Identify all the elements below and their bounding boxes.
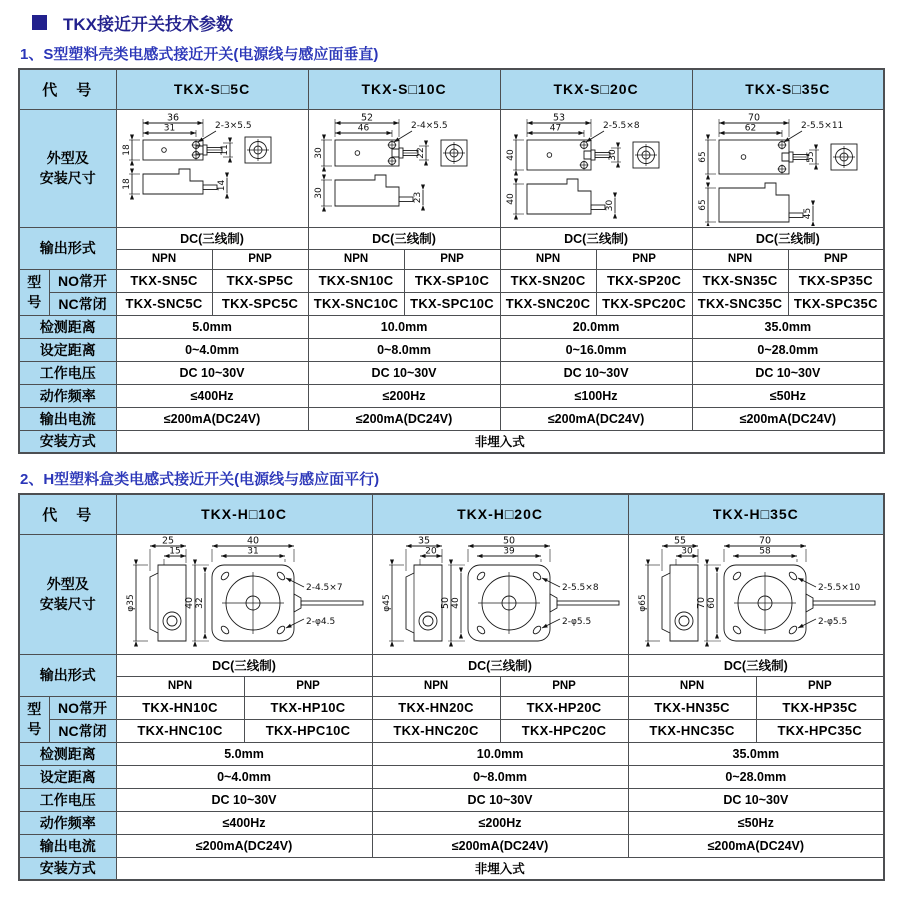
model-series-header: TKX-S□10C	[308, 69, 500, 109]
detect-distance-value: 10.0mm	[308, 315, 500, 338]
set-distance-value: 0~16.0mm	[500, 338, 692, 361]
svg-text:40: 40	[506, 149, 517, 161]
model-number: TKX-SN5C	[116, 269, 212, 292]
table-row	[19, 338, 884, 361]
detect-distance-value: 5.0mm	[116, 315, 308, 338]
svg-text:30: 30	[605, 199, 616, 212]
svg-text:52: 52	[360, 112, 374, 124]
output-type-value: DC(三线制)	[372, 654, 628, 676]
table-row	[19, 857, 884, 880]
model-series-header: TKX-H□20C	[372, 494, 628, 534]
svg-text:31: 31	[163, 123, 176, 134]
svg-text:2-φ5.5: 2-φ5.5	[817, 617, 848, 627]
svg-text:30: 30	[608, 149, 619, 161]
npn-header: NPN	[308, 249, 404, 269]
outline-label-line1: 外型及	[46, 576, 89, 592]
outline-label-line2: 安装尺寸	[39, 170, 96, 186]
svg-text:14: 14	[217, 179, 228, 192]
dimension-drawing	[117, 535, 372, 653]
svg-text:70: 70	[695, 596, 707, 610]
outline-drawing-cell	[692, 109, 884, 227]
svg-text:62: 62	[744, 123, 757, 134]
set-distance-value: 0~4.0mm	[116, 338, 308, 361]
svg-text:2-3×5.5: 2-3×5.5	[215, 121, 252, 131]
table-row	[19, 69, 884, 109]
pnp-header: PNP	[404, 249, 500, 269]
svg-text:22: 22	[416, 147, 427, 159]
detect-distance-value: 35.0mm	[692, 315, 884, 338]
model-number: TKX-SPC10C	[404, 292, 500, 315]
table-row	[19, 384, 884, 407]
page-title-text: TKX接近开关技术参数	[63, 15, 233, 34]
model-number: TKX-SPC5C	[212, 292, 308, 315]
section-title-s-type: 1、S型塑料壳类电感式接近开关(电源线与感应面垂直)	[20, 46, 379, 63]
voltage-value: DC 10~30V	[308, 361, 500, 384]
svg-text:φ35: φ35	[126, 594, 137, 612]
output-current-value: ≤200mA(DC24V)	[692, 407, 884, 430]
svg-text:39: 39	[503, 546, 515, 557]
row-label-voltage: 工作电压	[19, 788, 116, 811]
table-row	[19, 292, 884, 315]
model-number: TKX-SNC10C	[308, 292, 404, 315]
outline-label-line1: 外型及	[46, 150, 89, 166]
mounting-value: 非埋入式	[116, 857, 884, 880]
outline-drawing-cell	[116, 109, 308, 227]
table-row	[19, 407, 884, 430]
row-label-code: 代 号	[19, 494, 116, 534]
outline-drawing-cell	[308, 109, 500, 227]
model-number: TKX-HPC10C	[244, 719, 372, 742]
row-label-voltage: 工作电压	[19, 361, 116, 384]
dimension-drawing	[629, 535, 884, 653]
output-current-value: ≤200mA(DC24V)	[372, 834, 628, 857]
model-number: TKX-HPC20C	[500, 719, 628, 742]
frequency-value: ≤100Hz	[500, 384, 692, 407]
svg-text:65: 65	[697, 199, 708, 211]
row-label-code: 代 号	[19, 69, 116, 109]
svg-text:2-φ4.5: 2-φ4.5	[306, 617, 336, 627]
svg-text:2-5.5×10: 2-5.5×10	[817, 583, 861, 593]
svg-text:47: 47	[549, 123, 562, 134]
set-distance-value: 0~8.0mm	[308, 338, 500, 361]
svg-text:2-5.5×11: 2-5.5×11	[800, 121, 844, 131]
model-series-header: TKX-S□20C	[500, 69, 692, 109]
model-number: TKX-SN20C	[500, 269, 596, 292]
model-number: TKX-HP35C	[756, 696, 884, 719]
model-number: TKX-SPC20C	[596, 292, 692, 315]
voltage-value: DC 10~30V	[116, 361, 308, 384]
svg-text:φ45: φ45	[382, 594, 393, 612]
svg-text:40: 40	[246, 535, 260, 547]
model-label-line2: 号	[27, 294, 42, 310]
model-label-line2: 号	[27, 721, 42, 737]
outline-drawing-cell	[500, 109, 692, 227]
frequency-value: ≤200Hz	[308, 384, 500, 407]
npn-header: NPN	[372, 676, 500, 696]
table-row	[19, 269, 884, 292]
dimension-drawing	[501, 110, 692, 226]
svg-text:18: 18	[122, 178, 133, 190]
svg-text:60: 60	[706, 597, 717, 609]
row-label-detect-distance: 检测距离	[19, 742, 116, 765]
table-row	[19, 811, 884, 834]
frequency-value: ≤200Hz	[372, 811, 628, 834]
table-row	[19, 109, 884, 227]
table-row	[19, 227, 884, 249]
svg-text:50: 50	[502, 535, 516, 547]
svg-text:2-5.5×8: 2-5.5×8	[562, 583, 599, 593]
row-label-set-distance: 设定距离	[19, 765, 116, 788]
table-row	[19, 742, 884, 765]
model-number: TKX-SN35C	[692, 269, 788, 292]
svg-text:70: 70	[747, 112, 760, 124]
model-number: TKX-SP20C	[596, 269, 692, 292]
output-type-value: DC(三线制)	[116, 227, 308, 249]
table-row	[19, 494, 884, 534]
section-title-h-type: 2、H型塑料盒类电感式接近开关(电源线与感应面平行)	[20, 471, 380, 488]
pnp-header: PNP	[596, 249, 692, 269]
svg-text:50: 50	[440, 596, 452, 610]
dimension-drawing	[693, 110, 884, 226]
npn-header: NPN	[692, 249, 788, 269]
model-series-header: TKX-H□35C	[628, 494, 884, 534]
row-label-frequency: 动作频率	[19, 384, 116, 407]
model-label-line1: 型	[27, 701, 42, 717]
model-number: TKX-SPC35C	[788, 292, 884, 315]
table-row	[19, 765, 884, 788]
page-title	[32, 10, 882, 35]
voltage-value: DC 10~30V	[372, 788, 628, 811]
s-type-spec-table	[18, 68, 885, 454]
model-label-line1: 型	[27, 274, 42, 290]
model-number: TKX-HPC35C	[756, 719, 884, 742]
voltage-value: DC 10~30V	[116, 788, 372, 811]
svg-text:11: 11	[220, 144, 231, 156]
model-series-header: TKX-S□35C	[692, 69, 884, 109]
table-row	[19, 788, 884, 811]
frequency-value: ≤400Hz	[116, 384, 308, 407]
row-label-outline	[19, 109, 116, 227]
pnp-header: PNP	[788, 249, 884, 269]
table-row	[19, 534, 884, 654]
svg-text:31: 31	[247, 546, 259, 557]
output-current-value: ≤200mA(DC24V)	[628, 834, 884, 857]
output-current-value: ≤200mA(DC24V)	[500, 407, 692, 430]
svg-text:35: 35	[417, 535, 431, 547]
npn-header: NPN	[116, 676, 244, 696]
mounting-value: 非埋入式	[116, 430, 884, 453]
svg-text:23: 23	[413, 191, 424, 204]
table-row	[19, 654, 884, 676]
npn-header: NPN	[116, 249, 212, 269]
row-label-output-type: 输出形式	[19, 654, 116, 696]
svg-text:55: 55	[673, 535, 686, 547]
output-current-value: ≤200mA(DC24V)	[116, 834, 372, 857]
model-number: TKX-HNC35C	[628, 719, 756, 742]
model-number: TKX-SP10C	[404, 269, 500, 292]
model-number: TKX-SNC20C	[500, 292, 596, 315]
table-row	[19, 249, 884, 269]
row-label-normally-open: NO常开	[49, 269, 116, 292]
frequency-value: ≤400Hz	[116, 811, 372, 834]
model-number: TKX-HN10C	[116, 696, 244, 719]
pnp-header: PNP	[244, 676, 372, 696]
table-row	[19, 315, 884, 338]
set-distance-value: 0~8.0mm	[372, 765, 628, 788]
set-distance-value: 0~28.0mm	[692, 338, 884, 361]
svg-text:40: 40	[506, 193, 517, 205]
detect-distance-value: 10.0mm	[372, 742, 628, 765]
svg-text:70: 70	[758, 535, 771, 547]
table-row	[19, 696, 884, 719]
svg-text:30: 30	[314, 187, 325, 199]
svg-text:45: 45	[802, 207, 813, 220]
frequency-value: ≤50Hz	[692, 384, 884, 407]
svg-text:2-5.5×8: 2-5.5×8	[603, 121, 640, 131]
model-number: TKX-SP35C	[788, 269, 884, 292]
row-label-detect-distance: 检测距离	[19, 315, 116, 338]
model-number: TKX-HNC10C	[116, 719, 244, 742]
svg-text:53: 53	[553, 112, 566, 124]
npn-header: NPN	[500, 249, 596, 269]
svg-text:46: 46	[357, 123, 370, 134]
table-row	[19, 834, 884, 857]
output-current-value: ≤200mA(DC24V)	[308, 407, 500, 430]
set-distance-value: 0~28.0mm	[628, 765, 884, 788]
model-number: TKX-HN20C	[372, 696, 500, 719]
svg-text:2-4×5.5: 2-4×5.5	[411, 121, 448, 131]
svg-text:30: 30	[681, 546, 693, 557]
row-label-outline	[19, 534, 116, 654]
svg-text:20: 20	[425, 546, 437, 557]
output-type-value: DC(三线制)	[500, 227, 692, 249]
svg-text:25: 25	[161, 535, 175, 547]
detect-distance-value: 35.0mm	[628, 742, 884, 765]
outline-label-line2: 安装尺寸	[39, 596, 96, 612]
model-series-header: TKX-H□10C	[116, 494, 372, 534]
model-number: TKX-SNC5C	[116, 292, 212, 315]
dimension-drawing	[117, 110, 308, 226]
model-number: TKX-HP20C	[500, 696, 628, 719]
detect-distance-value: 20.0mm	[500, 315, 692, 338]
row-label-model	[19, 269, 49, 315]
dimension-drawing	[373, 535, 628, 653]
voltage-value: DC 10~30V	[628, 788, 884, 811]
svg-text:32: 32	[195, 597, 206, 609]
output-type-value: DC(三线制)	[628, 654, 884, 676]
npn-header: NPN	[628, 676, 756, 696]
table-row	[19, 676, 884, 696]
model-series-header: TKX-S□5C	[116, 69, 308, 109]
voltage-value: DC 10~30V	[692, 361, 884, 384]
square-bullet-icon	[32, 15, 47, 30]
row-label-output-current: 输出电流	[19, 407, 116, 430]
pnp-header: PNP	[500, 676, 628, 696]
svg-text:40: 40	[451, 597, 462, 609]
svg-text:2-4.5×7: 2-4.5×7	[306, 583, 343, 593]
row-label-mounting: 安装方式	[19, 430, 116, 453]
output-type-value: DC(三线制)	[692, 227, 884, 249]
row-label-model	[19, 696, 49, 742]
row-label-frequency: 动作频率	[19, 811, 116, 834]
svg-text:55: 55	[805, 151, 816, 163]
table-row	[19, 719, 884, 742]
row-label-mounting: 安装方式	[19, 857, 116, 880]
output-type-value: DC(三线制)	[116, 654, 372, 676]
model-number: TKX-SNC35C	[692, 292, 788, 315]
set-distance-value: 0~4.0mm	[116, 765, 372, 788]
model-number: TKX-HN35C	[628, 696, 756, 719]
table-row	[19, 430, 884, 453]
svg-text:2-φ5.5: 2-φ5.5	[562, 617, 592, 627]
row-label-output-type: 输出形式	[19, 227, 116, 269]
row-label-set-distance: 设定距离	[19, 338, 116, 361]
dimension-drawing	[309, 110, 500, 226]
h-type-spec-table	[18, 493, 885, 881]
detect-distance-value: 5.0mm	[116, 742, 372, 765]
svg-text:58: 58	[759, 546, 771, 557]
output-current-value: ≤200mA(DC24V)	[116, 407, 308, 430]
model-number: TKX-SP5C	[212, 269, 308, 292]
svg-text:36: 36	[166, 112, 180, 124]
frequency-value: ≤50Hz	[628, 811, 884, 834]
model-number: TKX-HP10C	[244, 696, 372, 719]
svg-text:40: 40	[184, 596, 196, 610]
row-label-normally-closed: NC常闭	[49, 292, 116, 315]
row-label-normally-open: NO常开	[49, 696, 116, 719]
svg-text:18: 18	[122, 144, 133, 156]
outline-drawing-cell	[116, 534, 372, 654]
svg-text:15: 15	[169, 546, 181, 557]
model-number: TKX-HNC20C	[372, 719, 500, 742]
pnp-header: PNP	[212, 249, 308, 269]
svg-text:30: 30	[314, 147, 325, 159]
output-type-value: DC(三线制)	[308, 227, 500, 249]
outline-drawing-cell	[628, 534, 884, 654]
svg-text:65: 65	[697, 151, 708, 163]
model-number: TKX-SN10C	[308, 269, 404, 292]
row-label-output-current: 输出电流	[19, 834, 116, 857]
pnp-header: PNP	[756, 676, 884, 696]
voltage-value: DC 10~30V	[500, 361, 692, 384]
outline-drawing-cell	[372, 534, 628, 654]
svg-text:φ65: φ65	[637, 594, 648, 612]
table-row	[19, 361, 884, 384]
row-label-normally-closed: NC常闭	[49, 719, 116, 742]
